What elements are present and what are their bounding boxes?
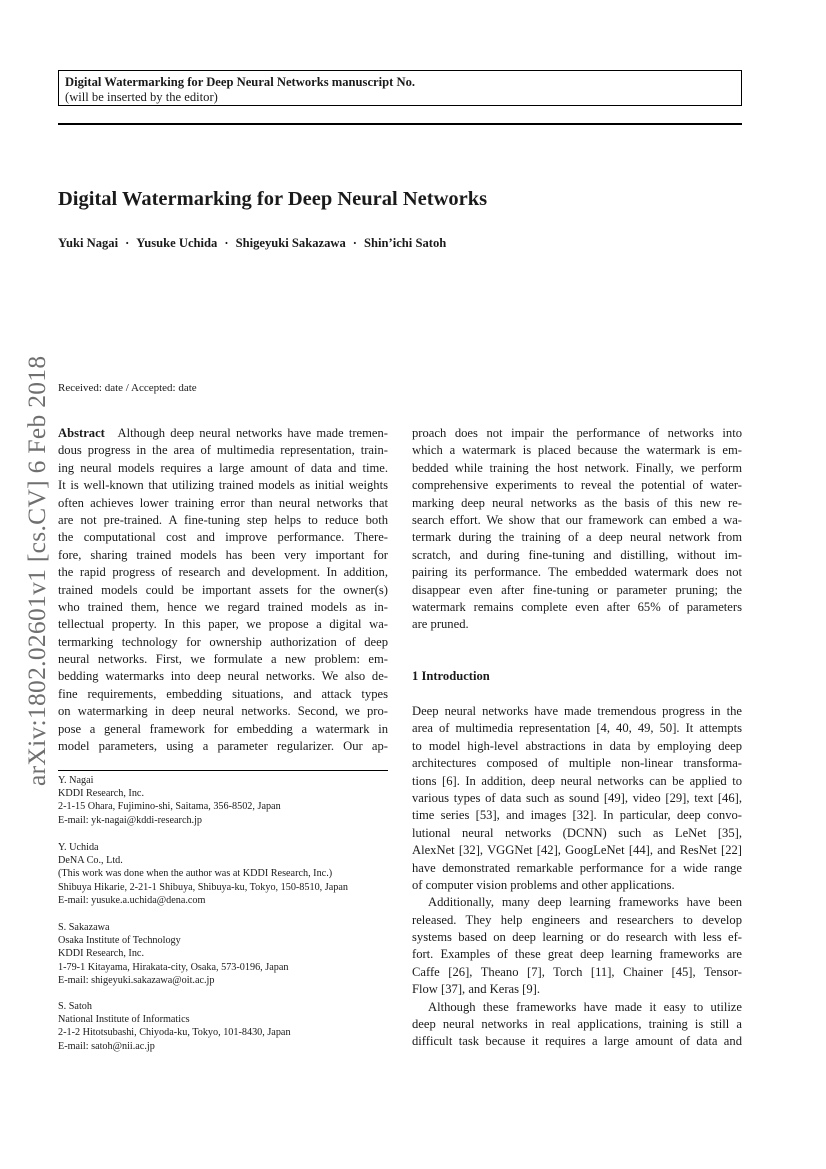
- affiliation-block: [58, 1000, 398, 1053]
- abstract-line: pairing its performance. The embedded watermark does not: [412, 565, 742, 580]
- introduction-line: fort. Examples of these great deep learning frameworks are: [412, 947, 742, 962]
- affiliation-line: E-mail: yusuke.a.uchida@dena.com: [58, 894, 206, 906]
- abstract-line: on watermarking in deep neural networks. Second, we pro-: [58, 704, 388, 719]
- abstract-line: scratch, and during fine-tuning and distilling, without im-: [412, 547, 742, 562]
- abstract-line: often achieves lower training error than neural networks that: [58, 495, 388, 510]
- introduction-line: area of multimedia representation [4, 40, 49, 50]. It attempts: [412, 721, 742, 736]
- affiliation-line: National Institute of Informatics: [58, 1014, 190, 1026]
- section-heading-introduction: 1 Introduction: [412, 669, 490, 683]
- affiliation-line: E-mail: shigeyuki.sakazawa@oit.ac.jp: [58, 974, 215, 986]
- abstract-line: the rapid progress of research and development. In addition,: [58, 565, 388, 580]
- abstract-line: marking deep neural networks as the basis of this new re-: [412, 495, 742, 510]
- abstract-right-column: [412, 425, 742, 634]
- introduction-line: have demonstrated remarkable performance for a wide range: [412, 860, 742, 875]
- author-list: [58, 236, 446, 251]
- abstract-line: tellectual property. In this paper, we propose a digital wa-: [58, 617, 388, 632]
- abstract-label: Abstract: [58, 426, 105, 440]
- introduction-line: Additionally, many deep learning frameworks have been: [428, 895, 742, 910]
- paper-title: Digital Watermarking for Deep Neural Networks: [58, 188, 488, 210]
- affiliation-block: [58, 921, 398, 987]
- abstract-line: fore, sharing trained models has been very important for: [58, 547, 388, 562]
- abstract-line: disappear even after fine-tuning or parameter pruning; the: [412, 582, 742, 597]
- affiliation-line: DeNA Co., Ltd.: [58, 855, 123, 867]
- abstract-line: termarking technology for ownership authorization of deep: [58, 634, 388, 649]
- affiliation-line: (This work was done when the author was at KDDI Research, Inc.): [58, 868, 333, 880]
- affiliation-line: 2-1-15 Ohara, Fujimino-shi, Saitama, 356-8502, Japan: [58, 801, 281, 813]
- affiliation-line: Shibuya Hikarie, 2-21-1 Shibuya, Shibuya-ku, Tokyo, 150-8510, Japan: [58, 881, 348, 893]
- introduction-line: of computer vision problems and other applications.: [412, 877, 675, 892]
- abstract-line: fine requirements, embedding situations, and attack types: [58, 686, 388, 701]
- affiliation-line: 1-79-1 Kitayama, Hirakata-city, Osaka, 573-0196, Japan: [58, 961, 289, 973]
- author-name: Shigeyuki Sakazawa: [235, 236, 346, 250]
- author-separator: ·: [352, 236, 357, 250]
- abstract-line: Abstract Although deep neural networks have made tremen-: [58, 426, 388, 440]
- affiliation-line: KDDI Research, Inc.: [58, 788, 144, 800]
- author-name: Yuki Nagai: [58, 236, 119, 250]
- affiliation-block: [58, 841, 398, 907]
- affiliation-line: E-mail: satoh@nii.ac.jp: [58, 1040, 155, 1052]
- introduction-line: architectures composed of multiple non-linear transforma-: [412, 756, 742, 771]
- affiliation-line: E-mail: yk-nagai@kddi-research.jp: [58, 814, 203, 826]
- abstract-line: bedded while training the host network. Finally, we perform: [412, 460, 742, 475]
- introduction-line: Although these frameworks have made it easy to utilize: [428, 999, 742, 1014]
- introduction-line: various types of data such as sound [49], video [29], text [46],: [412, 790, 742, 805]
- abstract-left-column: [58, 425, 388, 755]
- affiliation-line: KDDI Research, Inc.: [58, 948, 144, 960]
- introduction-line: to model high-level abstractions in data by employing deep: [412, 738, 742, 753]
- manuscript-title-line: Digital Watermarking for Deep Neural Networks manuscript No.: [65, 75, 416, 89]
- introduction-line: time series [53], and images [32]. In particular, deep convo-: [412, 808, 742, 823]
- introduction-line: systems based on deep learning or do research with less ef-: [412, 930, 742, 945]
- abstract-line: It is well-known that utilizing trained models as initial weights: [58, 478, 388, 493]
- abstract-line: search effort. We show that our framework can embed a wa-: [412, 512, 742, 527]
- abstract-line: the computational cost and improve performance. There-: [58, 530, 388, 545]
- affiliation-line: Y. Uchida: [58, 842, 99, 853]
- received-accepted-line: Received: date / Accepted: date: [58, 382, 197, 394]
- abstract-line: termark during the training of a deep neural network from: [412, 530, 742, 545]
- affiliation-line: Osaka Institute of Technology: [58, 935, 181, 947]
- introduction-line: difficult task because it requires a large amount of data and: [412, 1034, 742, 1049]
- abstract-line: are not pre-trained. A fine-tuning step helps to reduce both: [58, 512, 388, 527]
- abstract-line: who trained them, hence we regard trained models as in-: [58, 599, 388, 614]
- introduction-line: Flow [37], and Keras [9].: [412, 982, 541, 997]
- introduction-line: Deep neural networks have made tremendous progress in the: [412, 704, 742, 718]
- abstract-line: comprehensive experiments to reveal the potential of water-: [412, 478, 742, 493]
- footnote-rule: [58, 770, 388, 771]
- editor-header-box: [58, 70, 742, 106]
- author-separator: ·: [224, 236, 229, 250]
- introduction-line: lutional neural networks (DCNN) such as LeNet [35],: [412, 825, 742, 840]
- abstract-line: pose a general framework for embedding a watermark in: [58, 721, 388, 736]
- abstract-line: bedding watermarks into deep neural networks. We also de-: [58, 669, 388, 684]
- introduction-line: AlexNet [32], VGGNet [42], GoogLeNet [44], and ResNet [22]: [412, 843, 742, 858]
- affiliation-line: Y. Nagai: [58, 775, 94, 786]
- author-name: Shin’ichi Satoh: [364, 236, 447, 250]
- arxiv-identifier: arXiv:1802.02601v1 [cs.CV] 6 Feb 2018: [22, 355, 51, 786]
- affiliation-line: 2-1-2 Hitotsubashi, Chiyoda-ku, Tokyo, 101-8430, Japan: [58, 1027, 291, 1039]
- abstract-line: model parameters, using a parameter regularizer. Our ap-: [58, 739, 388, 754]
- affiliation-line: S. Sakazawa: [58, 922, 110, 933]
- editor-note-line: (will be inserted by the editor): [65, 90, 218, 104]
- abstract-line: proach does not impair the performance of networks into: [412, 426, 742, 440]
- abstract-line: dous progress in the area of multimedia representation, train-: [58, 443, 388, 458]
- abstract-line: ing neural models requires a large amount of data and time.: [58, 460, 388, 475]
- header-rule: [58, 123, 742, 125]
- abstract-line: trained models could be important assets for the owner(s): [58, 582, 388, 597]
- author-name: Yusuke Uchida: [136, 236, 218, 250]
- abstract-line: watermark remains complete even after 65% of parameters: [412, 599, 742, 614]
- affiliation-block: [58, 774, 398, 827]
- author-separator: ·: [125, 236, 130, 250]
- introduction-line: Caffe [26], Theano [7], Torch [11], Chainer [45], Tensor-: [412, 964, 742, 979]
- introduction-line: deep neural networks in real applications, training is still a: [412, 1017, 742, 1032]
- arxiv-stamp: [20, 346, 50, 786]
- abstract-line: are pruned.: [412, 617, 469, 632]
- introduction-body: [412, 703, 742, 1051]
- introduction-line: released. They help engineers and researchers to develop: [412, 912, 742, 927]
- abstract-line: which a watermark is placed because the watermark is em-: [412, 443, 742, 458]
- introduction-line: tions [6]. In addition, deep neural networks can be applied to: [412, 773, 742, 788]
- abstract-line: neural networks. First, we formulate a new problem: em-: [58, 652, 388, 667]
- affiliation-line: S. Satoh: [58, 1001, 92, 1012]
